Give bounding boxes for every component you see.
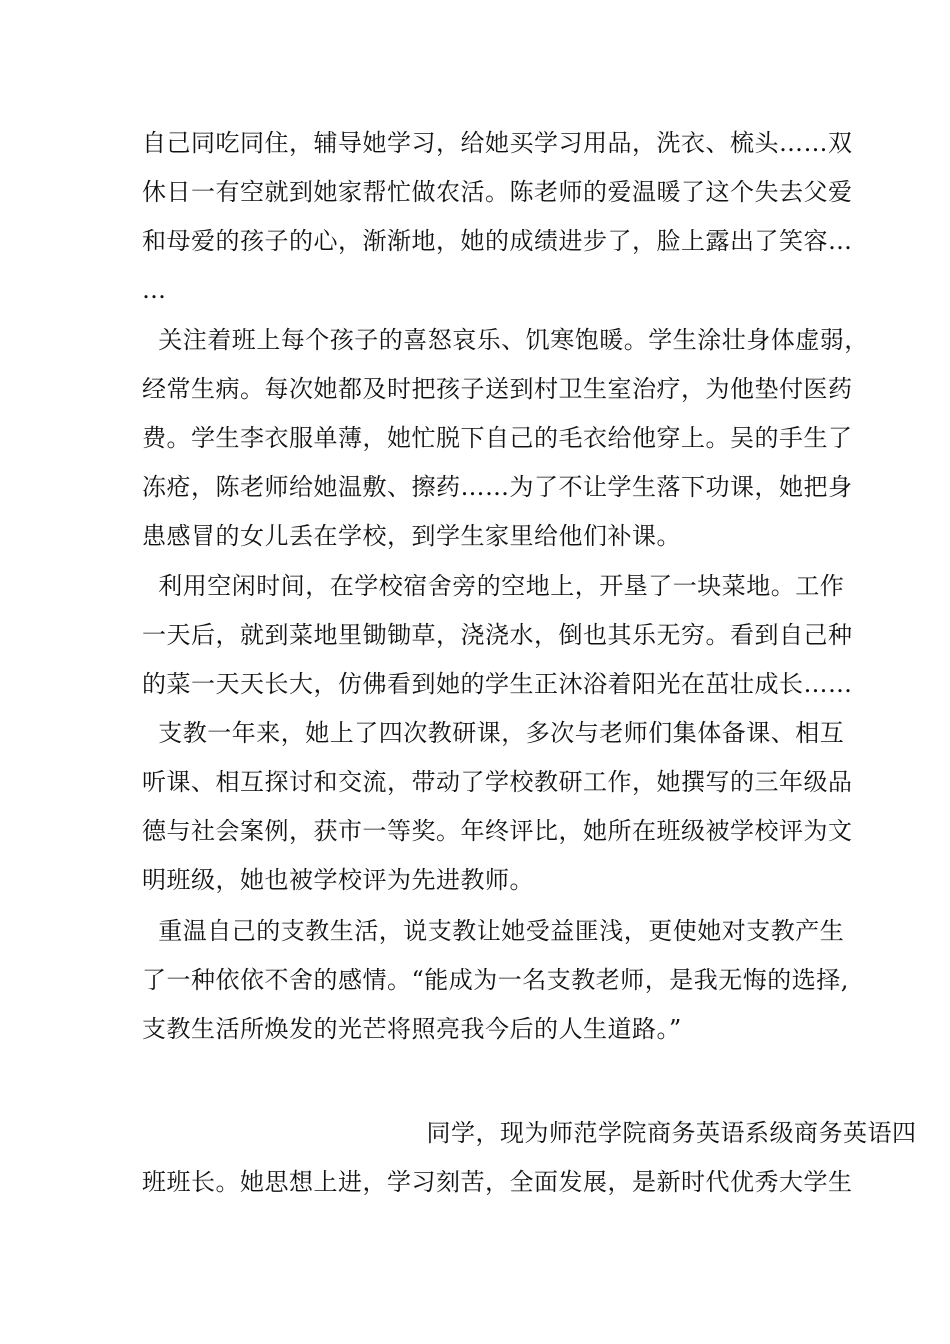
text-line: 关注着班上每个孩子的喜怒哀乐、饥寒饱暖。学生涂壮身体虚弱，: [142, 326, 869, 354]
text-line: 德与社会案例，获市一等奖。年终评比，她所在班级被学校评为文: [142, 817, 853, 845]
text-line: 班班长。她思想上进，学习刻苦，全面发展，是新时代优秀大学生: [142, 1168, 853, 1196]
text-line: …: [142, 276, 167, 304]
paragraph-4: [142, 709, 853, 905]
paragraph-6: [142, 1109, 917, 1207]
text-line: 听课、相互探讨和交流，带动了学校教研工作，她撰写的三年级品: [142, 768, 853, 796]
text-line: 冻疮，陈老师给她温敷、擦药……为了不让学生落下功课，她把身: [142, 473, 853, 501]
paragraph-3: [142, 562, 853, 709]
text-line: 休日一有空就到她家帮忙做农活。陈老师的爱温暖了这个失去父爱: [142, 178, 853, 206]
text-line: 同学，现为师范学院商务英语系级商务英语四: [142, 1119, 917, 1147]
text-line: 了一种依依不舍的感情。“能成为一名支教老师，是我无悔的选择,: [142, 966, 849, 994]
paragraph-5: [142, 907, 849, 1054]
text-line: 明班级，她也被学校评为先进教师。: [142, 866, 534, 894]
paragraph-1: [142, 119, 853, 315]
text-line: 和母爱的孩子的心，渐渐地，她的成绩进步了，脸上露出了笑容…: [142, 227, 853, 255]
text-line: 费。学生李衣服单薄，她忙脱下自己的毛衣给他穿上。吴的手生了: [142, 424, 853, 452]
text-line: 自己同吃同住，辅导她学习，给她买学习用品，洗衣、梳头……双: [142, 129, 853, 157]
text-line: 经常生病。每次她都及时把孩子送到村卫生室治疗，为他垫付医药: [142, 375, 853, 403]
text-line: 患感冒的女儿丢在学校，到学生家里给他们补课。: [142, 522, 681, 550]
paragraph-2: [142, 316, 869, 561]
text-line: 支教生活所焕发的光芒将照亮我今后的人生道路。”: [142, 1015, 682, 1043]
text-line: 利用空闲时间，在学校宿舍旁的空地上，开垦了一块菜地。工作: [142, 572, 845, 600]
text-line: 支教一年来，她上了四次教研课，多次与老师们集体备课、相互: [142, 719, 845, 747]
text-line: 的菜一天天长大，仿佛看到她的学生正沐浴着阳光在茁壮成长……: [142, 670, 853, 698]
text-line: 一天后，就到菜地里锄锄草，浇浇水，倒也其乐无穷。看到自己种: [142, 621, 853, 649]
text-line: 重温自己的支教生活，说支教让她受益匪浅，更使她对支教产生: [142, 917, 845, 945]
